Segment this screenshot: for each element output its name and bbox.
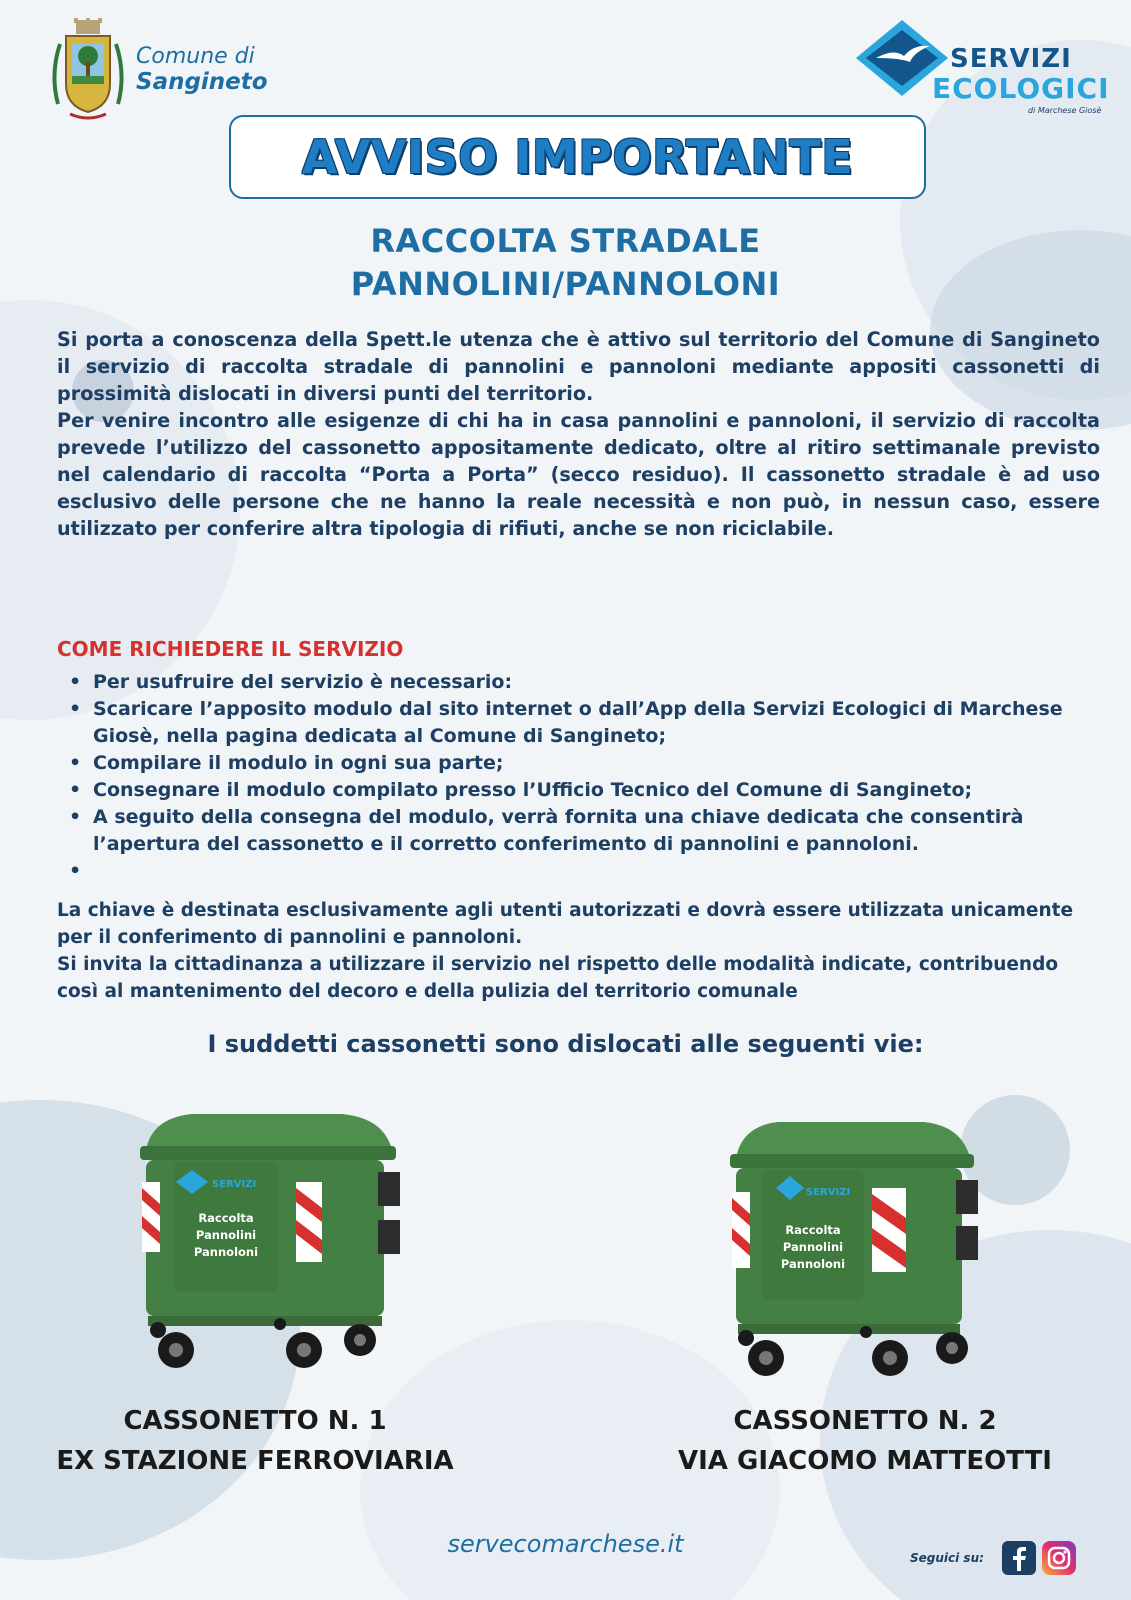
sticker-line-3: Pannoloni bbox=[780, 1257, 846, 1271]
follow-label: Seguici su: bbox=[910, 1551, 984, 1565]
requirements-list bbox=[57, 669, 1131, 885]
comune-header bbox=[48, 14, 268, 126]
website-link[interactable]: servecomarchese.it bbox=[447, 1530, 684, 1558]
list-item-empty bbox=[93, 858, 1131, 885]
comune-name: Sangineto bbox=[136, 69, 268, 96]
bin-2-label bbox=[620, 1401, 1110, 1481]
bin-1-label bbox=[15, 1401, 495, 1481]
brand-subtitle: di Marchese Giosè bbox=[1028, 106, 1102, 115]
title-box bbox=[229, 115, 926, 199]
sticker-line-1: Raccolta bbox=[198, 1211, 254, 1225]
subtitle-line-1: RACCOLTA STRADALE bbox=[370, 222, 761, 260]
sticker-line-2: Pannolini bbox=[782, 1240, 844, 1254]
brand-line-2: ECOLOGICI bbox=[932, 72, 1110, 105]
instagram-icon[interactable] bbox=[1042, 1541, 1076, 1575]
social-links bbox=[910, 1541, 1076, 1575]
bin-2-illustration bbox=[722, 1122, 984, 1380]
list-item: • Consegnare il modulo compilato presso l’Ufficio Tecnico del Comune di Sangineto; bbox=[93, 777, 1131, 804]
closing-paragraph-1: La chiave è destinata esclusivamente agli utenti autorizzati e dovrà essere utilizzata unicamente per il conferimento di pannolini e pannoloni. bbox=[57, 900, 1074, 948]
list-item: • Per usufruire del servizio è necessario: bbox=[93, 669, 1131, 696]
servizi-ecologici-logo bbox=[854, 18, 1116, 122]
sticker-line-2: Pannolini bbox=[195, 1228, 257, 1242]
intro-paragraph-2: Per venire incontro alle esigenze di chi ha in casa pannolini e pannoloni, il servizio di raccolta prevede l’utilizzo del cassonetto appositamente dedicato, oltre al ritiro settimanale previsto nel calendario di raccolta “Porta a Porta” (secco residuo). Il cassonetto stradale è ad uso esclusivo delle persone che ne hanno la reale necessità e non può, in nessun caso, essere utilizzato per conferire altra tipologia di rifiuti, anche se non riciclabile. bbox=[57, 409, 1100, 540]
bin-sticker-text bbox=[174, 1210, 278, 1261]
subtitle-line-2: PANNOLINI/PANNOLONI bbox=[350, 265, 781, 303]
facebook-icon[interactable] bbox=[1002, 1541, 1036, 1575]
locations-heading: I suddetti cassonetti sono dislocati alle seguenti vie: bbox=[207, 1030, 924, 1058]
bin-2-number: CASSONETTO N. 2 bbox=[733, 1406, 997, 1436]
bin-1-illustration bbox=[128, 1112, 408, 1374]
bin-1-number: CASSONETTO N. 1 bbox=[123, 1406, 387, 1436]
sticker-line-3: Pannoloni bbox=[193, 1245, 259, 1259]
bin-2-location: VIA GIACOMO MATTEOTTI bbox=[678, 1446, 1052, 1476]
section-title: COME RICHIEDERE IL SERVIZIO bbox=[57, 637, 404, 661]
bin-sticker-brand: SERVIZI bbox=[212, 1179, 257, 1190]
coat-of-arms-icon bbox=[48, 14, 128, 126]
list-item: • Compilare il modulo in ogni sua parte; bbox=[93, 750, 1131, 777]
intro-paragraph-1: Si porta a conoscenza della Spett.le utenza che è attivo sul territorio del Comune di Sangineto il servizio di raccolta stradale di pannolini e pannoloni mediante appositi cassonetti di prossimità dislocati in diversi punti del territorio. bbox=[57, 328, 1100, 405]
bin-1-location: EX STAZIONE FERROVIARIA bbox=[56, 1446, 454, 1476]
brand-line-1: SERVIZI bbox=[950, 44, 1072, 74]
bin-sticker-brand: SERVIZI bbox=[806, 1187, 851, 1198]
sticker-line-1: Raccolta bbox=[785, 1223, 841, 1237]
closing-paragraph-2: Si invita la cittadinanza a utilizzare il servizio nel rispetto delle modalità indicate, contribuendo così al mantenimento del decoro e della pulizia del territorio comunale bbox=[57, 954, 1059, 1002]
page-title: AVVISO IMPORTANTE bbox=[301, 130, 854, 184]
bin-sticker-text bbox=[762, 1222, 864, 1273]
comune-label: Comune di bbox=[136, 44, 255, 70]
list-item: • A seguito della consegna del modulo, verrà fornita una chiave dedicata che consentirà l’apertura del cassonetto e il corretto conferimento di pannolini e pannoloni. bbox=[93, 804, 1131, 858]
list-item: • Scaricare l’apposito modulo dal sito internet o dall’App della Servizi Ecologici di Marchese Giosè, nella pagina dedicata al Comune di Sangineto; bbox=[93, 696, 1131, 750]
